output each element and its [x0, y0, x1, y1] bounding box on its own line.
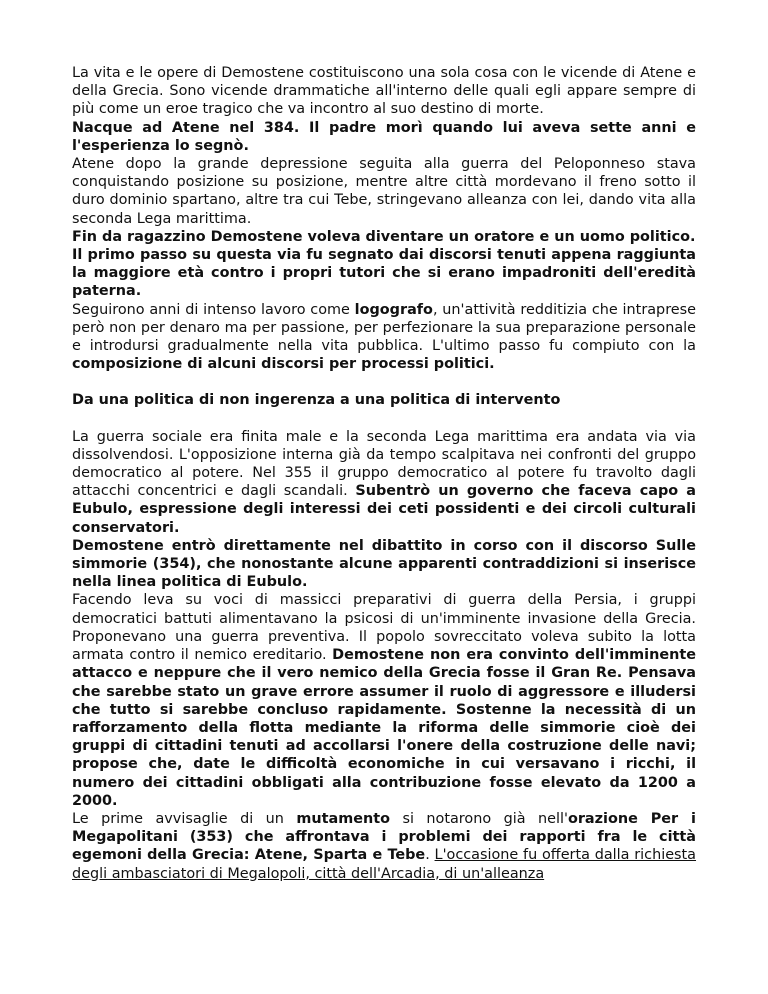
persia-paragraph — [72, 591, 696, 809]
bold-text: Il primo passo su questa via fu segnato dai discorsi tenuti appena raggiunta la maggiore età contro i propri tutori che si erano impadroniti dell'eredità paterna. — [72, 247, 696, 300]
section-heading: Da una politica di non ingerenza a una politica di intervento — [72, 392, 561, 409]
social-war-paragraph — [72, 428, 696, 537]
bold-text: Fin da ragazzino Demostene voleva diventare un oratore e un uomo politico. — [72, 228, 696, 245]
logografo-paragraph — [72, 301, 696, 374]
bold-text: logografo — [354, 301, 433, 318]
bold-text: composizione di alcuni discorsi per processi politici. — [72, 356, 495, 373]
bold-text: mutamento — [296, 810, 390, 827]
document-page — [72, 64, 696, 883]
text-run: Facendo leva su voci di massicci preparativi di guerra della Persia, i gruppi democratici battuti alimentavano la psicosi di un'imminente invasione della Grecia. Proponevano una guerra preventiva. Il popolo sovreccitato voleva subito la lotta armata contro il nemico ereditario. — [72, 592, 696, 664]
text-run: La guerra sociale era finita male e la seconda Lega marittima era andata via via dissolvendosi. L'opposizione interna già da tempo scalpitava nei confronti del gruppo democratico al potere. Nel 355 il gruppo democratico al potere fu travolto dagli attacchi concentrici e dagli scandali. — [72, 428, 696, 500]
bold-text: Nacque ad Atene nel 384. Il padre morì quando lui aveva sette anni e l'esperienza lo segnò. — [72, 119, 696, 154]
spacer — [72, 410, 696, 428]
birth-paragraph — [72, 119, 696, 155]
bold-text: Demostene entrò direttamente nel dibattito in corso con il discorso Sulle simmorie (354), che nonostante alcune apparenti contraddizioni si inserisce nella linea politica di Eubulo. — [72, 537, 696, 591]
spacer — [72, 373, 696, 391]
text-run: si notarono già nell' — [390, 810, 568, 827]
bold-text: Subentrò un governo che faceva capo a Eubulo, espressione degli interessi dei ceti possidenti e dei circoli culturali conservatori. — [72, 483, 696, 536]
bold-text: orazione Per i Megapolitani (353) che affrontava i problemi dei rapporti fra le città egemoni della Grecia: Atene, Sparta e Tebe — [72, 810, 696, 864]
simmorie-paragraph — [72, 537, 696, 592]
text-run: Le prime avvisaglie di un — [72, 810, 297, 827]
bold-text: Demostene non era convinto dell'imminente attacco e neppure che il vero nemico della Grecia fosse il Gran Re. Pensava che sarebbe stato un grave errore assumer il ruolo di aggressore e illudersi che tutto si sarebbe concluso rapidamente. Sostenne la necessità di un rafforzamento della flotta mediante la riforma delle simmorie cioè dei gruppi di cittadini tenuti ad accollarsi l'onere della costruzione delle navi; propose che, date le difficoltà economiche in cui versavano i ricchi, il numero dei cittadini obbligati alla contribuzione fosse elevato da 1200 a 2000. — [72, 647, 697, 809]
megapolitani-paragraph — [72, 810, 696, 883]
text-run: , un'attività redditizia che intraprese però non per denaro ma per passione, per perfezionare la sua preparazione personale e introdursi gradualmente nella vita pubblica. L'ultimo passo fu compiuto con la — [72, 301, 696, 355]
ambition-paragraph — [72, 228, 696, 246]
intro-paragraph: La vita e le opere di Demostene costituiscono una sola cosa con le vicende di Atene e della Grecia. Sono vicende drammatiche all'interno delle quali egli appare sempre di più come un eroe tragico che va incontro al suo destino di morte. — [72, 65, 696, 118]
underlined-text: L'occasione fu offerta dalla richiesta degli ambasciatori di Megalopoli, città dell'Arcadia, di un'alleanza — [72, 847, 697, 882]
first-step-paragraph — [72, 246, 696, 301]
text-run: Seguirono anni di intenso lavoro come — [72, 301, 355, 318]
text-run: . — [425, 847, 435, 864]
context-paragraph: Atene dopo la grande depressione seguita alla guerra del Peloponneso stava conquistando posizione su posizione, mentre altre città mordevano il freno sotto il duro dominio spartano, altre tra cui Tebe, stringevano alleanza con lei, dando vita alla seconda Lega marittima. — [72, 156, 696, 227]
